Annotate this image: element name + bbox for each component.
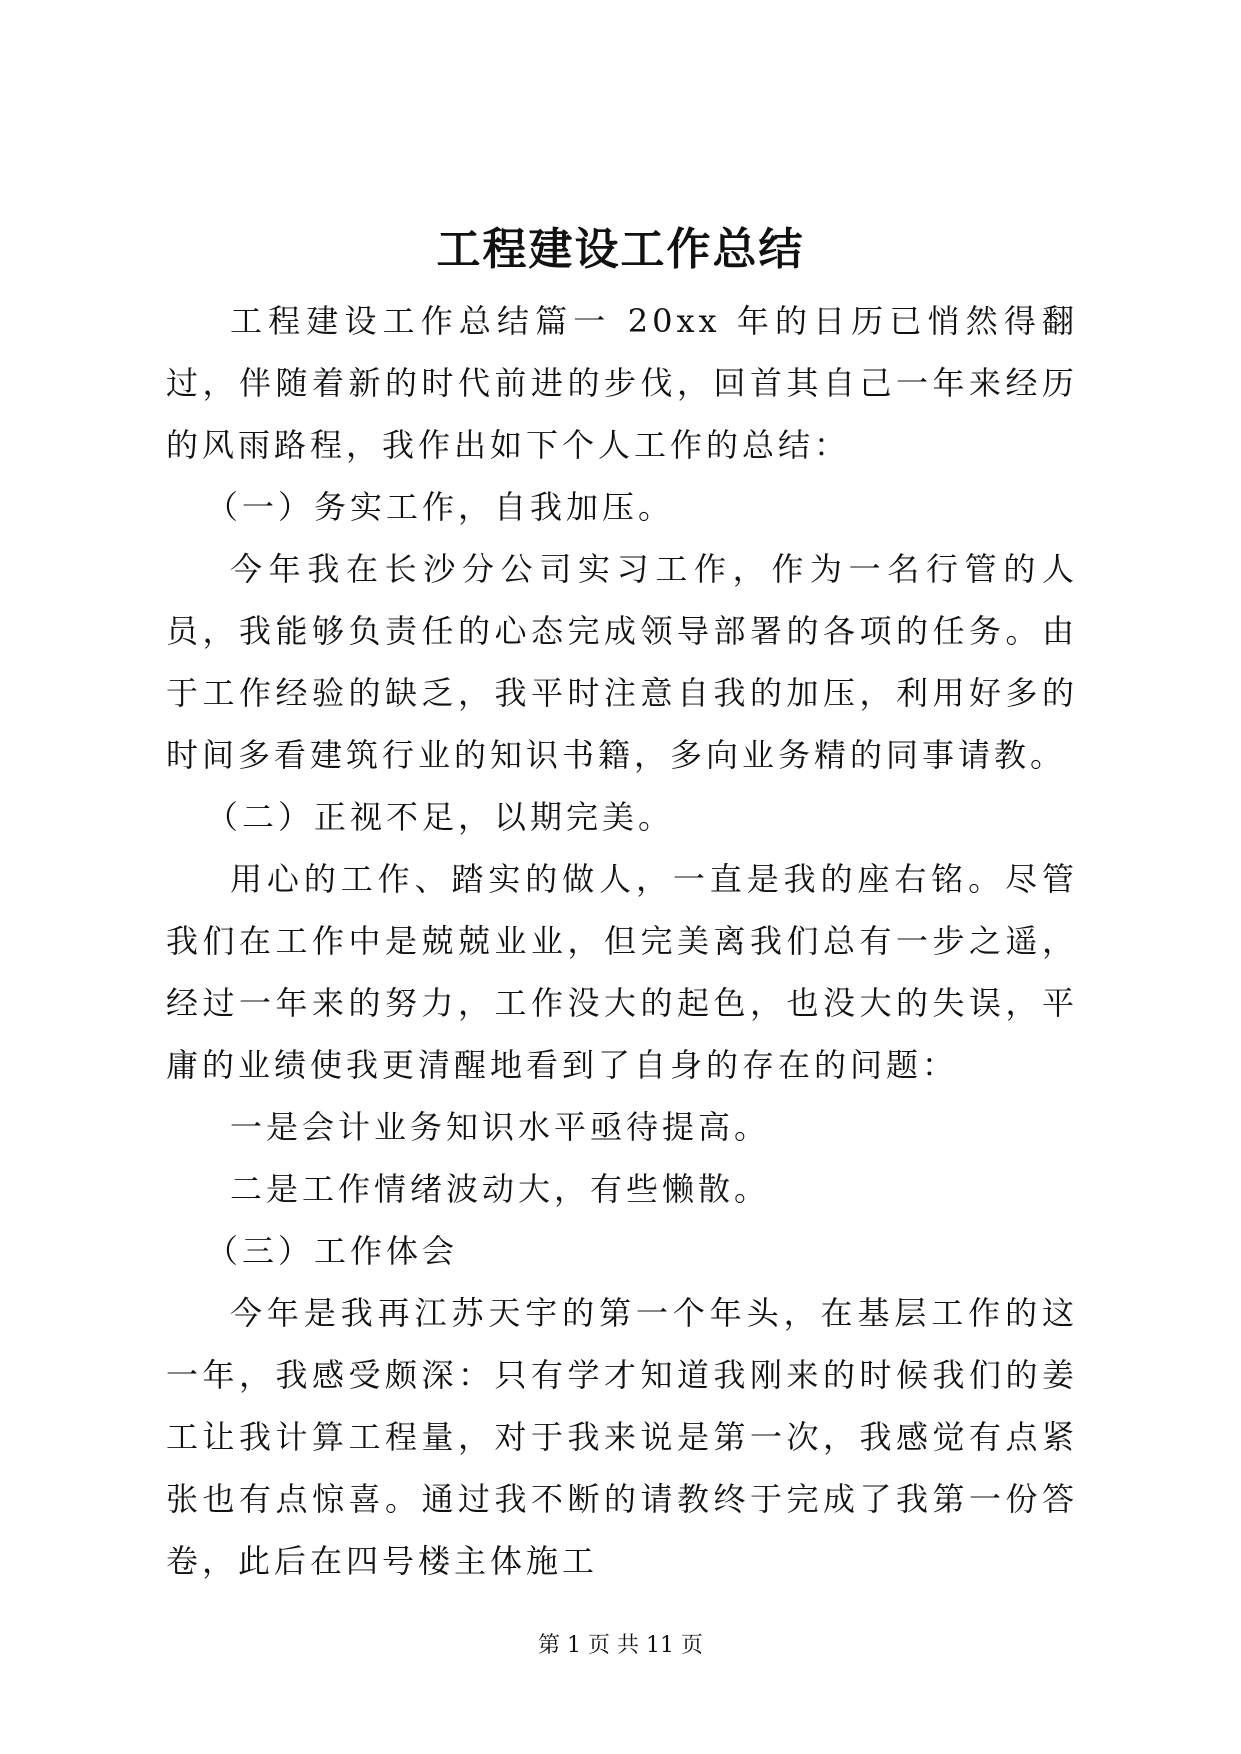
paragraph-section-3: 今年是我再江苏天宇的第一个年头，在基层工作的这一年，我感受颇深：只有学才知道我刚来的时候我们的姜工让我计算工程量，对于我来说是第一次，我感觉有点紧张也有点惊喜。通过我不断的请教终于完成了我第一份答卷，此后在四号楼主体施工 <box>166 1294 1078 1580</box>
section-heading-1: （一）务实工作，自我加压。 <box>206 488 675 526</box>
paragraph-intro: 工程建设工作总结篇一 20xx 年的日历已悄然得翻过，伴随着新的时代前进的步伐，回首其自己一年来经历的风雨路程，我作出如下个人工作的总结： <box>166 302 1078 464</box>
paragraph-section-1: 今年我在长沙分公司实习工作，作为一名行管的人员，我能够负责任的心态完成领导部署的各项的任务。由于工作经验的缺乏，我平时注意自我的加压，利用好多的时间多看建筑行业的知识书籍，多向业务精的同事请教。 <box>166 550 1078 774</box>
paragraph-section-2: 用心的工作、踏实的做人，一直是我的座右铭。尽管我们在工作中是兢兢业业，但完美离我们总有一步之遥，经过一年来的努力，工作没大的起色，也没大的失误，平庸的业绩使我更清醒地看到了自身的存在的问题： <box>166 860 1078 1084</box>
section-heading-2: （二）正视不足，以期完美。 <box>206 798 675 836</box>
section-heading-3: （三）工作体会 <box>206 1232 459 1270</box>
document-body <box>166 290 1078 1592</box>
paragraph-issue-1: 一是会计业务知识水平亟待提高。 <box>230 1108 771 1146</box>
paragraph-issue-2: 二是工作情绪波动大，有些懒散。 <box>230 1170 771 1208</box>
page-footer: 第 1 页 共 11 页 <box>538 1633 703 1658</box>
document-title: 工程建设工作总结 <box>436 224 805 275</box>
